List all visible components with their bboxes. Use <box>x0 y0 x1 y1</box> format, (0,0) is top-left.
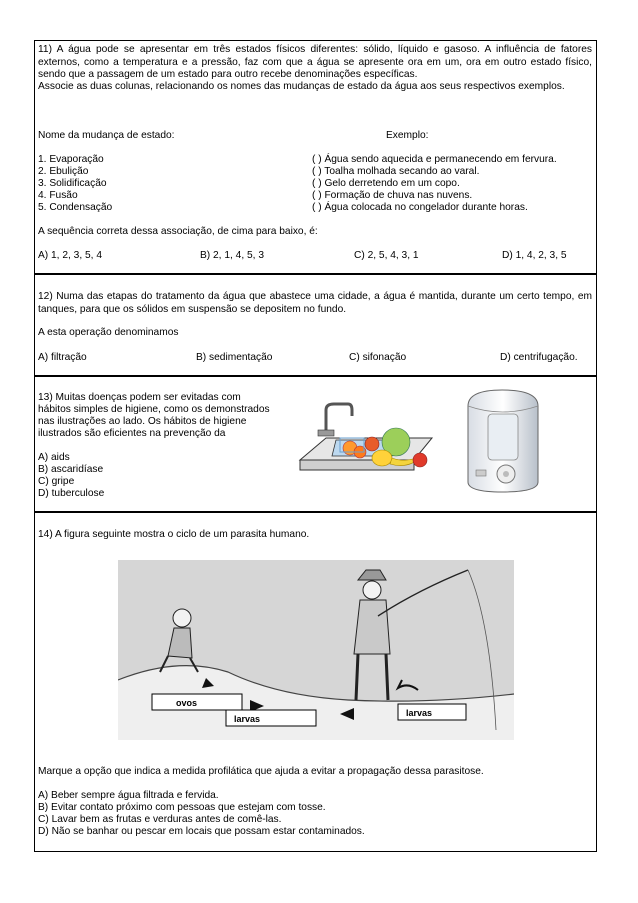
q14-option-a[interactable]: A) Beber sempre água filtrada e fervida. <box>38 790 219 801</box>
q13-line-2: hábitos simples de higiene, como os demonstrados <box>38 404 270 415</box>
q12-option-d[interactable]: D) centrifugação. <box>500 352 578 363</box>
q13-option-d[interactable]: D) tuberculose <box>38 488 105 499</box>
q11-right-header: Exemplo: <box>386 130 429 141</box>
q12-question: A esta operação denominamos <box>38 327 179 338</box>
q11-example-3: ( ) Gelo derretendo em um copo. <box>312 178 460 189</box>
q11-left-header: Nome da mudança de estado: <box>38 130 175 141</box>
q14-option-c[interactable]: C) Lavar bem as frutas e verduras antes de comê-las. <box>38 814 282 825</box>
q11-option-a[interactable]: A) 1, 2, 3, 5, 4 <box>38 250 102 261</box>
q11-name-5: 5. Condensação <box>38 202 113 213</box>
section-divider <box>34 375 597 377</box>
q11-example-1: ( ) Água sendo aquecida e permanecendo em fervura. <box>312 154 557 165</box>
q14-question: Marque a opção que indica a medida profilática que ajuda a evitar a propagação dessa parasitose. <box>38 766 484 777</box>
water-filter-illustration <box>462 386 544 496</box>
q13-line-4: ilustrados são eficientes na prevenção da <box>38 428 226 439</box>
q11-example-4: ( ) Formação de chuva nas nuvens. <box>312 190 473 201</box>
q11-option-d[interactable]: D) 1, 4, 2, 3, 5 <box>502 250 567 261</box>
q13-option-c[interactable]: C) gripe <box>38 476 75 487</box>
label-larvas-2: larvas <box>406 708 433 718</box>
q11-name-2: 2. Ebulição <box>38 166 89 177</box>
q12-option-c[interactable]: C) sifonação <box>349 352 407 363</box>
q13-option-b[interactable]: B) ascaridíase <box>38 464 104 475</box>
q12-text: 12) Numa das etapas do tratamento da água que abastece uma cidade, a água é mantida, durante um certo tempo, em tanques, para que os sólidos em suspensão se depositem no fundo. <box>38 291 592 315</box>
section-divider <box>34 511 597 513</box>
q14-option-b[interactable]: B) Evitar contato próximo com pessoas que estejam com tosse. <box>38 802 326 813</box>
q13-line-3: nas ilustrações ao lado. Os hábitos de higiene <box>38 416 247 427</box>
q11-option-b[interactable]: B) 2, 1, 4, 5, 3 <box>200 250 264 261</box>
q11-name-3: 3. Solidificação <box>38 178 107 189</box>
q13-option-a[interactable]: A) aids <box>38 452 70 463</box>
q11-instruction: Associe as duas colunas, relacionando os nomes das mudanças de estado da água aos seus respectivos exemplos. <box>38 81 565 92</box>
q14-option-d[interactable]: D) Não se banhar ou pescar em locais que possam estar contaminados. <box>38 826 365 837</box>
q11-example-5: ( ) Água colocada no congelador durante horas. <box>312 202 528 213</box>
q11-name-1: 1. Evaporação <box>38 154 104 165</box>
q11-name-4: 4. Fusão <box>38 190 78 201</box>
q11-option-c[interactable]: C) 2, 5, 4, 3, 1 <box>354 250 419 261</box>
q12-option-b[interactable]: B) sedimentação <box>196 352 273 363</box>
q11-example-2: ( ) Toalha molhada secando ao varal. <box>312 166 480 177</box>
q11-intro: 11) A água pode se apresentar em três estados físicos diferentes: sólido, líquido e gasoso. A influência de fatores externos, como a temperatura e a pressão, faz com que a água se apresente ora em um, ora em outro estado físico, sendo que a passagem de um estado para outro recebe denominações específicas. <box>38 44 592 80</box>
q12-option-a[interactable]: A) filtração <box>38 352 87 363</box>
q14-text: 14) A figura seguinte mostra o ciclo de um parasita humano. <box>38 529 310 540</box>
label-ovos: ovos <box>176 698 198 708</box>
label-larvas-1: larvas <box>234 714 261 724</box>
sink-fruits-illustration <box>296 402 436 478</box>
q13-line-1: 13) Muitas doenças podem ser evitadas com <box>38 392 241 403</box>
section-divider <box>34 273 597 275</box>
q11-question: A sequência correta dessa associação, de cima para baixo, é: <box>38 226 318 237</box>
parasite-cycle-illustration <box>118 560 514 740</box>
